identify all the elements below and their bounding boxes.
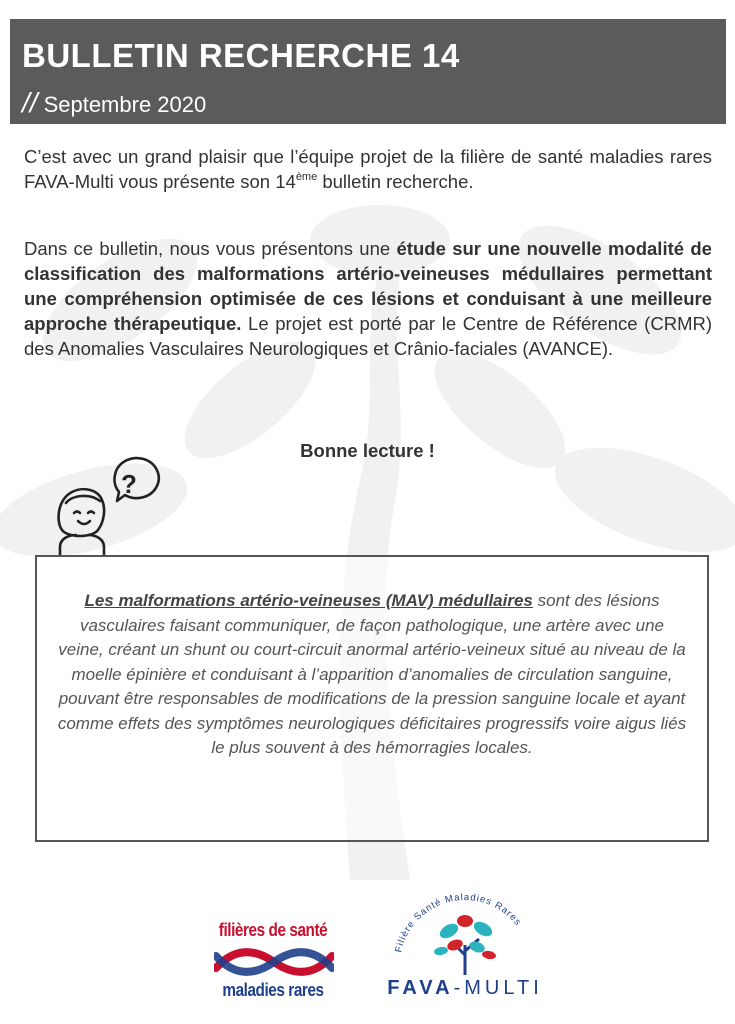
description-highlight: étude sur une nouvelle modalité de classification des malformations artério-veineuses médullaires permettant une compréhension optimisée de ces lésions et conduisant à une meilleure approche thérapeutique. [24, 238, 712, 334]
definition-text [55, 589, 689, 761]
header-slashes: // [22, 87, 38, 118]
intro-superscript: ème [295, 171, 318, 183]
description-text-2: Le projet est porté par le Centre de Référence (CRMR) des Anomalies Vasculaires Neurologiques et Crânio-faciales (AVANCE). [24, 313, 712, 359]
fava-arc-text: Filière Santé Maladies Rares [393, 891, 524, 954]
definition-box [35, 555, 709, 842]
bulletin-title: BULLETIN RECHERCHE 14 [22, 37, 460, 74]
definition-body: sont des lésions vasculaires faisant communiquer, de façon pathologique, une artère avec une veine, créant un shunt ou court-circuit anormal artério-veineux situé au niveau de la moelle épinière et conduisant à l’apparition d’anomalies de circulation sanguine, pouvant être responsables de modifications de la pression sanguine locale et ayant comme effets des symptômes neurologiques déficitaires progressifs voire aigus liés le plus souvent à des hémorragies locales. [57, 591, 687, 757]
fava-name-part-b: -MULTI [453, 977, 543, 999]
filieres-logo-top: filières de santé [218, 920, 328, 940]
description-text-1: Dans ce bulletin, nous vous présentons une [24, 238, 397, 259]
person-question-icon [52, 455, 162, 560]
fava-multi-name [360, 977, 570, 1000]
description-paragraph [24, 236, 712, 361]
intro-paragraph [24, 144, 712, 194]
definition-term: Les malformations artério-veineuses (MAV) médullaires [84, 591, 533, 610]
closing-line: Bonne lecture ! [300, 440, 435, 461]
fava-name-part-a: FAVA [387, 977, 454, 999]
fava-tree-emblem [385, 885, 545, 980]
bulletin-date-text: Septembre 2020 [43, 92, 207, 117]
fava-multi-logo [360, 885, 570, 1010]
filieres-logo-bottom: maladies rares [222, 980, 324, 1000]
bulletin-header [10, 19, 726, 124]
intro-text-2: bulletin recherche. [317, 171, 474, 192]
bulletin-date [22, 87, 206, 119]
filieres-sante-logo [208, 920, 338, 1010]
filieres-wave-graphic [214, 946, 334, 978]
svg-text:?: ? [121, 469, 137, 499]
intro-text-1: C’est avec un grand plaisir que l’équipe projet de la filière de santé maladies rares FAVA-Multi vous présente son 14 [24, 146, 712, 192]
